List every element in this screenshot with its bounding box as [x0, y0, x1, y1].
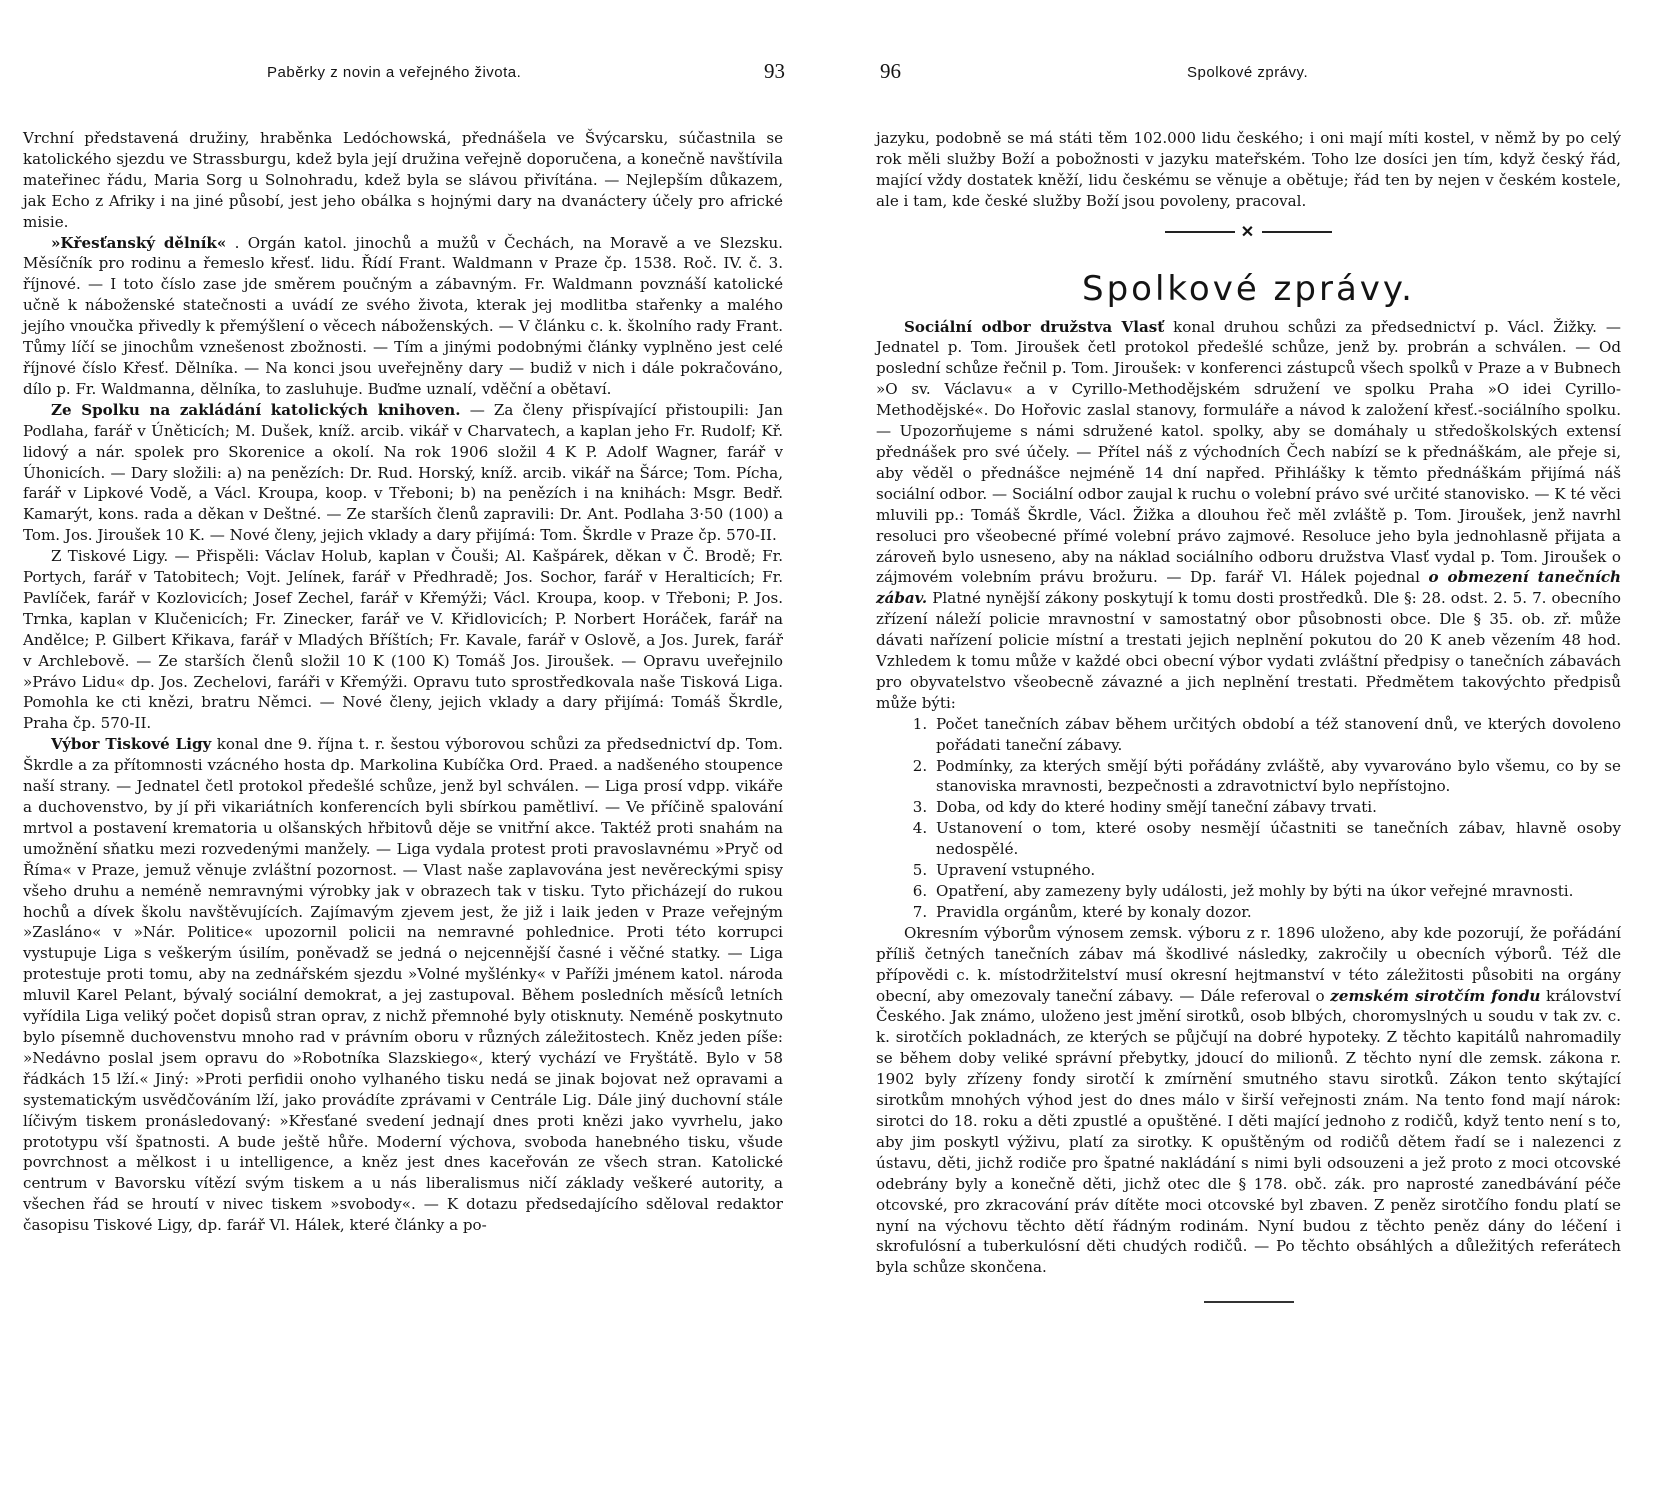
paragraph-okresnim-vyborum-text: Okresním výborům výnosem zemsk. výboru z r. 1896 uloženo, aby kde pozorují, že pořádání příliš četných tanečních zábav má škodlivé následky, zakročily u obecních výborů. Též dle přípovědi c. k. místodržitelství musí okresní hejtmanství v této záležitosti působiti na orgány obecní, aby omezovaly taneční zábavy. — Dále referoval o — [876, 923, 1621, 1005]
paragraph-vybor-tiskove-ligy-text: konal dne 9. října t. r. šestou výborovou schůzi za předsednictví dp. Tom. Škrdle a za přítomnosti vzácného hosta dp. Markolina Kubíčka Ord. Praed. a nadšeného stoupence naší strany. — Jednatel četl protokol předešlé schůze, jenž byl schválen. — Liga prosí vdpp. vikáře a duchovenstvo, by jí při vikariátních konferencích byli sbírkou pamětliví. — Ve příčině spalování mrtvol a postavení krematoria u olšanských hřbitovů děje se vnitřní akce. Taktéž proti snahám na umožnění sňatku mezi rozvedenými manžely. — Liga vydala protest proti pravoslavnému »Pryč od Říma« v Praze, jemuž věnuje zvláštní pozornost. — Vlast naše zaplavována jest nevěreckými spisy všeho druhu a neméně nemravnými výrobky jak v obrazech tak v tisku. Tyto přicházejí do rukou hochů a dívek školu navštěvujících. Zajímavým zjevem jest, že již i laik jeden v Praze veřejným »Zasláno« v »Nár. Politice« upozornil policii na nemravné pohlednice. Proti této korrupci vystupuje Liga s veškerým úsilím, poněvadž se jedná o nejcennější časné i věčné statky. — Liga protestuje proti tomu, aby na zednářském sjezdu »Volné myšlénky« v Paříži jménem katol. národa mluvil Karel Pelant, bývalý sociální demokrat, a jej zastupoval. Během posledních měsíců letních vyřídila Liga veliký počet dopisů stran oprav, z nichž přemnohé byly otisknuty. Neméně poskytnuto bylo písemně duchovenstvu mnoho rad v právním oboru v různých záležitostech. Kněz jeden píše: »Nedávno poslal jsem opravu do »Robotníka Slazskiego«, který vychází ve Fryštátě. Bylo v 58 řádkách 15 lží.« Jiný: »Proti perfidii onoho vylhaného tisku nedá se jinak bojovat než opravami a systematickým usvědčováním lží, jako provádíte zprávami v Centrále Lig. Dále jiný duchovní stále líčivým tiskem pronásledovaný: »Křesťané svedení jednají dnes proti knězi jako vyvrhelu, jako prototypu vší špatnosti. A bude ještě hůře. Moderní výchova, svoboda hanebného tisku, všude povrchnost a mělkost i u intelligence, a kněz jest dnes kaceřován ze všech stran. Katolické centrum v Bavorsku vítězí svým tiskem a u nás liberalismus ničí základy veškeré autority, a všechen řád se hroutí v nivec tiskem »svobody«. — K dotazu předsedajícího sděloval redaktor časopisu Tiskové Ligy, dp. farář Vl. Hálek, které články a po- — [23, 735, 783, 1235]
left-text-column — [23, 128, 783, 1236]
bold-lead-vybor-tiskove-ligy: Výbor Tiskové Ligy — [51, 735, 212, 754]
bold-lead-krestansky-delnik: »Křesťanský dělník« — [51, 233, 227, 252]
right-running-head — [880, 59, 1400, 94]
paragraph-krestansky-delnik — [23, 233, 783, 400]
end-ornament — [876, 1292, 1621, 1313]
end-ornament-rule — [1204, 1301, 1294, 1303]
left-running-head — [267, 59, 787, 94]
list-item: 4. Ustanovení o tom, které osoby nesmějí účastniti se tanečních zábav, hlavně osoby nedospělé. — [932, 818, 1621, 860]
paragraph-spolek-knihoven — [23, 400, 783, 546]
list-item: 6. Opatření, aby zamezeny byly události, jež mohly by býti na úkor veřejné mravnosti. — [932, 881, 1621, 902]
right-running-title: Spolkové zprávy. — [1187, 64, 1309, 81]
paragraph-okresnim-vyborum — [876, 923, 1621, 1278]
paragraph-vybor-tiskove-ligy — [23, 734, 783, 1236]
regulations-list — [876, 714, 1621, 923]
bold-lead-socialni-odbor: Sociální odbor družstva Vlasť — [904, 317, 1165, 336]
right-text-column — [876, 128, 1621, 1313]
paragraph-socialni-odbor-text: konal druhou schůzi za předsednictví p. Václ. Žižky. — Jednatel p. Tom. Jiroušek četl protokol předešlé schůze, jenž by. probrán a schválen. — Od poslední schůze řečnil p. Tom. Jiroušek: v konferenci zástupců všech spolků v Praze a v Bubnech »O sv. Václavu« a v Cyrillo-Methodějském sdružení ve spolku Praha »O idei Cyrillo-Methodějské«. Do Hořovic zaslal stanovy, formuláře a návod k založení křesť.-sociálního spolku. — Upozorňujeme s námi sdružené katol. spolky, aby se domáhaly u středoškolských extensí přednášek pro své účely. — Přítel náš z východních Čech nabízí se k přednáškám, ale přeje si, aby věděl o přednášce nejméně 14 dní napřed. Přihlášky k těmto přednáškám přijímá náš sociální odbor. — Sociální odbor zaujal k ruchu o volební právo své určité stanovisko. — K té věci mluvili pp.: Tomáš Škrdle, Václ. Žižka a dlouhou řeč měl zvláště p. Tom. Jiroušek, jenž navrhl resoluci pro všeobecné přímé volební právo zajmové. Resoluce jeho byla jednohlasně přijata a zároveň bylo usneseno, aby na náklad sociálního odboru družstva Vlasť vydal p. Tom. Jiroušek o zájmovém volebním právu brožuru. — Dp. farář Vl. Hálek pojednal — [876, 317, 1621, 587]
list-item: 5. Upravení vstupného. — [932, 860, 1621, 881]
list-item: 1. Počet tanečních zábav během určitých období a též stanovení dnů, ve kterých dovoleno pořádati taneční zábavy. — [932, 714, 1621, 756]
right-page — [834, 0, 1668, 1500]
ornamental-separator — [876, 222, 1621, 243]
italic-obmezeni-tanecnich-zabav: o obmezení tanečních zábav. — [876, 568, 1622, 608]
paragraph-socialni-odbor — [876, 317, 1621, 714]
separator-cross-icon: ✕ — [1240, 221, 1257, 241]
paragraph-spolek-knihoven-text: — Za členy přispívající přistoupili: Jan Podlaha, farář v Úněticích; M. Dušek, kníž. arcib. vikář v Charvatech, a kaplan jeho Fr. Rudolf; Kř. lidový a nár. spolek pro Skorenice a okolí. Na rok 1906 složil 4 K P. Adolf Wagner, farář v Úhonicích. — Dary složili: a) na penězích: Dr. Rud. Horský, kníž. arcib. vikář na Šárce; Tom. Pícha, farář v Lipkové Vodě, a Václ. Kroupa, koop. v Třeboni; b) na penězích i na knihách: Msgr. Bedř. Kamarýt, kons. rada a děkan v Deštné. — Ze starších členů zapravili: Dr. Ant. Podlaha 3·50 (100) a Tom. Jos. Jiroušek 10 K. — Nové členy, jejich vklady a dary přijímá: Tom. Škrdle v Praze čp. 570-II. — [23, 400, 783, 545]
paragraph-okresnim-vyborum-tail: království Českého. Jak známo, uloženo jest jmění sirotků, osob blbých, choromyslných u soudu v tak zv. c. k. sirotčích pokladnách, ze kterých se půjčují na dobré hypoteky. Z těchto kapitálů nahromadily se během doby veliké správní přebytky, jdoucí do milionů. Z těchto nyní dle zemsk. zákona r. 1902 byly zřízeny fondy sirotčí k zmírnění smutného stavu sirotků. Zákon tento skýtající sirotkům mnohých výhod jest do dnes málo v širší veřejnosti znám. Na tento fond mají nárok: sirotci do 18. roku a děti zpustlé a opuštěné. I děti mající jednoho z rodičů, když tento není s to, aby jim poskytl výživu, platí za sirotky. K opuštěným od rodičů dětem řadí se i nalezenci z ústavu, děti, jichž rodiče pro špatné nakládání s nimi byli odsouzeni a jež proto z moci otcovské odebrány byly a konečně děti, jichž otec dle § 178. obč. zák. pro naprosté zanedbávání péče otcovské, pro zkracování práv dítěte moci otcovské byl zbaven. Z peněz sirotčího fondu platí se nyní na výchovu těchto dětí řádným rodinám. Nyní budou z těchto peněz dány do léčení i skrofulósní a tuberkulósní děti chudých rodičů. — Po těchto obsáhlých a důležitých referátech byla schůze skončena. — [876, 986, 1621, 1277]
paragraph-socialni-odbor-tail: Platné nynější zákony poskytují k tomu dosti prostředků. Dle §: 28. odst. 2. 5. 7. obecního zřízení náleží policie mravnostní v samostatný obor působnosti obce. Dle § 35. ob. zř. může dávati nařízení policie místní a trestati jejich neplnění pokutou do 20 K aneb vězením 48 hod. Vzhledem k tomu může v každé obci obecní výbor vydati zvláštní předpisy o tanečních zábavách pro obyvatelstvo všeobecně závazné a jich neplnění trestati. Předmětem takovýchto předpisů může býti: — [876, 589, 1621, 712]
left-running-title: Paběrky z novin a veřejného života. — [267, 64, 522, 81]
paragraph-tiskova-liga: Z Tiskové Ligy. — Přispěli: Václav Holub, kaplan v Čouši; Al. Kašpárek, děkan v Č. Brodě; Fr. Portych, farář v Tatobitech; Vojt. Jelínek, farář v Předhradě; Jos. Sochor, farář v Heralticích; Fr. Pavlíček, farář v Kozlovicích; Josef Zechel, farář v Křemýži; Václ. Kroupa, koop. v Třeboni; P. Jos. Trnka, kaplan v Klučenicích; Fr. Zinecker, farář ve V. Křidlovicích; P. Norbert Horáček, farář na Andělce; P. Gilbert Křikava, farář v Mladých Bříštích; Fr. Kavale, farář v Oslově, a Jos. Jurek, farář v Archlebově. — Ze starších členů složil 10 K (100 K) Tomáš Jos. Jiroušek. — Opravu uveřejnilo »Právo Lidu« dp. Jos. Zechelovi, faráři v Křemýži. Opravu tuto sprostředkovala naše Tisková Liga. Pomohla ke cti knězi, bratru Němci. — Nové členy, jejich vklady a dary přijímá: Tomáš Škrdle, Praha čp. 570-II. — [23, 547, 783, 733]
section-title: Spolkové zprávy. — [1082, 268, 1415, 309]
left-page-number: 93 — [764, 59, 785, 83]
bold-lead-spolek-knihoven: Ze Spolku na zakládání katolických knihoven. — [51, 400, 461, 419]
paragraph-krestansky-delnik-text: . Orgán katol. jinochů a mužů v Čechách, na Moravě a ve Slezsku. Měsíčník pro rodinu a řemeslo křesť. lidu. Řídí Frant. Waldmann v Praze čp. 1538. Roč. IV. č. 3. říjnové. — I toto číslo zase jde směrem poučným a zábavným. Fr. Waldmann povznáší katolické učně k náboženské statečnosti a uvádí ze svého života, kterak jej modlitba stařenky a malého jejího vnoučka přivedly k přemýšlení o věcech náboženských. — V článku c. k. školního rady Frant. Tůmy líčí se jinochům vznešenost zbožnosti. — Tím a jinými podobnými články vyplněno jest celé říjnové číslo Křesť. Dělníka. — Na konci jsou uveřejněny dary — budiž v nich i dále pokračováno, dílo p. Fr. Waldmanna, dělníka, to zasluhuje. Buďme uznalí, vděční a obětaví. — [23, 233, 783, 398]
separator-rule-right — [1262, 231, 1332, 233]
list-item: 2. Podmínky, za kterých smějí býti pořádány zvláště, aby vyvarováno bylo všemu, co by se stanoviska mravnosti, bezpečnosti a zdravotnictví bylo nepřístojno. — [932, 756, 1621, 798]
italic-zemsky-sirotci-fond: zemském sirotčím fondu — [1330, 986, 1541, 1005]
paragraph-echo-afriky: Vrchní představená družiny, hraběnka Ledóchowská, přednášela ve Švýcarsku, súčastnila se katolického sjezdu ve Strassburgu, kdež byla její družina veřejně doporučena, a konečně navštívila mateřinec řádu, Maria Sorg u Solnohradu, kdež byla se slávou přivítána. — Nejlepším důkazem, jak Echo z Afriky i na jiné působí, jest jeho obálka s hojnými dary na dvanáctery účely pro africké misie. — [23, 129, 783, 231]
separator-rule-left — [1165, 231, 1235, 233]
right-page-number: 96 — [880, 59, 901, 83]
paragraph-continuation: jazyku, podobně se má státi těm 102.000 lidu českého; i oni mají míti kostel, v němž by po celý rok měli služby Boží a pobožnosti v jazyku mateřském. Toho lze dosíci jen tím, když český řád, mající vždy dostatek kněží, lidu českému se věnuje a obětuje; řád ten by nejen v českém kostele, ale i tam, kde české služby Boží jsou povoleny, pracoval. — [876, 129, 1621, 210]
list-item: 3. Doba, od kdy do které hodiny smějí taneční zábavy trvati. — [932, 797, 1621, 818]
list-item: 7. Pravidla orgánům, které by konaly dozor. — [932, 902, 1621, 923]
